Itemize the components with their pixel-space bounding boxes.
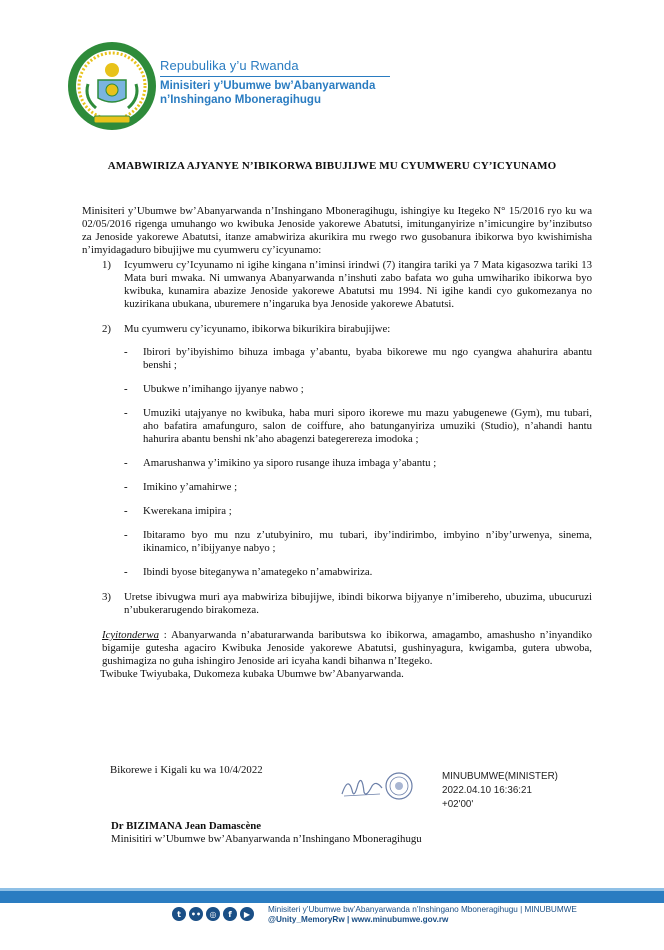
social-icons [172,907,254,923]
signed-place-date: Bikorewe i Kigali ku wa 10/4/2022 [110,764,263,776]
bullet-text: Amarushanwa y’imikino ya siporo rusange ihuza imbaga y’abantu ; [143,457,437,469]
bullet-item [124,383,592,396]
bullet-text: Ibitaramo byo mu nzu z’utubyiniro, mu tubari, iby’indirimbo, imbyino n’iby’urwenya, sinema, ikinamico, n’ibijyanye nabyo ; [143,529,592,554]
item-number: 3) [102,591,111,603]
rwanda-coat-of-arms-icon [66,40,158,132]
list-item [82,259,592,311]
footer-org-line: Minisiteri y’Ubumwe bw’Abanyarwanda n’Inshingano Mboneragihugu | MINUBUMWE [268,905,577,914]
ministry-name-line1: Minisiteri y’Ubumwe bw’Abanyarwanda [160,80,376,92]
bullet-text: Ubukwe n’imihango ijyanye nabwo ; [143,383,304,395]
bullet-text: Umuziki utajyanye no kwibuka, haba muri siporo ikorewe mu mazu yabugenewe (Gym), mu tubari, aho bafatira amafunguro, salon de coiffure, aho batunganyiriza umuziki (Studio), n’ahandi hantu hahurira abantu benshi nk’aho abagenzi bategerereza imodoka ; [143,407,592,445]
item-text: Icyumweru cy’Icyunamo ni igihe kingana n’iminsi irindwi (7) itangira tariki ya 7 Mata kigasozwa tariki 13 Mata buri mwaka. Ni umwanya Abanyarwanda n’inshuti zabo bafata wo guha umwihariko ibikorwa byo kwibuka, kunamira abazize Jenoside yakorewe Abatutsi mu 1994. Ni igihe kandi cyo gukomezanya no kuzirikana ubukana, uburemere n’ingaruka bya Jenoside yakorewe Abatutsi. [124,259,592,310]
intro-paragraph: Minisiteri y’Ubumwe bw’Abanyarwanda n’Inshingano Mboneragihugu, ishingiye ku Itegeko N° 15/2016 ryo ku wa 02/05/2016 rigenga umuhango wo kwibuka Jenoside yakorewe Abatutsi, imitunganyirize n’imicungire by’inzibutso za Jenoside yakorewe Abatutsi, itanze amabwiriza akurikira mu rwego rwo gusobanura ibikorwa byo kwishimisha n’imyidagaduro bibujijwe mu cyumweru cy’icyunamo: [82,205,592,256]
note-label: Icyitonderwa [102,629,159,641]
closing-slogan: Twibuke Twiyubaka, Dukomeza kubaka Ubumwe bw’Abanyarwanda. [100,668,404,680]
signer-block [111,820,422,846]
flickr-icon[interactable]: •• [189,907,203,921]
instagram-icon[interactable]: ◎ [206,907,220,921]
document-body [82,205,592,681]
header-divider [160,76,390,77]
org-name-block [160,58,392,107]
bullet-icon: - [124,481,128,493]
item-text: Mu cyumweru cy’icyunamo, ibikorwa bikurikira birabujijwe: [124,323,391,335]
bullet-text: Imikino y’amahirwe ; [143,481,238,493]
bullet-item [124,505,592,518]
bullet-item [124,566,592,579]
bullet-icon: - [124,566,128,578]
esign-timezone: +02'00' [442,799,474,810]
bullet-text: Kwerekana imipira ; [143,505,232,517]
ministry-name-line2: n’Inshingano Mboneragihugu [160,94,321,106]
digital-signature-block [442,770,558,812]
bullet-icon: - [124,346,128,358]
numbered-list [82,259,592,617]
letterhead [66,40,396,140]
footer-bar [0,891,664,903]
handwritten-signature-icon [338,772,386,804]
item-text: Uretse ibivugwa muri aya mabwiriza bibujijwe, ibindi bikorwa bijyanye n’imibereho, ubuzima, ubucuruzi n’ubukerarugendo birakomeza. [124,591,592,616]
bullet-item [124,457,592,470]
republic-name: Repubulika y’u Rwanda [160,58,299,73]
official-stamp-icon [385,772,413,800]
note-text: : Abanyarwanda n’abaturarwanda baributswa ko ibikorwa, amagambo, amashusho n’inyandiko bigamije gutesha agaciro Kwibuka Jenoside yakorewe Abatutsi, gushinyagura, kwigamba, gutera ubwoba, gushimagiza no guha ishingiro Jenoside ari icyaha kandi bihanwa n’Itegeko. [102,629,592,667]
bullet-item [124,407,592,446]
footer-links-line[interactable]: @Unity_MemoryRw | www.minubumwe.gov.rw [268,915,449,924]
bullet-icon: - [124,529,128,541]
note-paragraph [82,629,592,668]
bullet-icon: - [124,407,128,419]
bullet-item [124,481,592,494]
bullet-item [124,529,592,555]
document-title: AMABWIRIZA AJYANYE N’IBIKORWA BIBUJIJWE MU CYUMWERU CY’ICYUNAMO [107,160,557,172]
bullet-icon: - [124,457,128,469]
signer-name: Dr BIZIMANA Jean Damascène [111,820,262,832]
list-item [82,323,592,579]
bullet-text: Ibirori by’ibyishimo bihuza imbaga y’abantu, byaba bikorewe mu ngo cyangwa ahahurira abantu benshi ; [143,346,592,371]
facebook-icon[interactable]: f [223,907,237,921]
footer-contact [268,905,577,925]
bullet-list [124,346,592,579]
item-number: 2) [102,323,111,335]
signer-role: Minisitiri w’Ubumwe bw’Abanyarwanda n’Inshingano Mboneragihugu [111,833,422,845]
bullet-text: Ibindi byose biteganywa n’amategeko n’amabwiriza. [143,566,373,578]
bullet-icon: - [124,383,128,395]
bullet-item [124,346,592,372]
item-number: 1) [102,259,111,271]
twitter-icon[interactable]: t [172,907,186,921]
list-item [82,591,592,617]
youtube-icon[interactable]: ▶ [240,907,254,921]
esign-signer: MINUBUMWE(MINISTER) [442,771,558,782]
esign-timestamp: 2022.04.10 16:36:21 [442,785,532,796]
bullet-icon: - [124,505,128,517]
